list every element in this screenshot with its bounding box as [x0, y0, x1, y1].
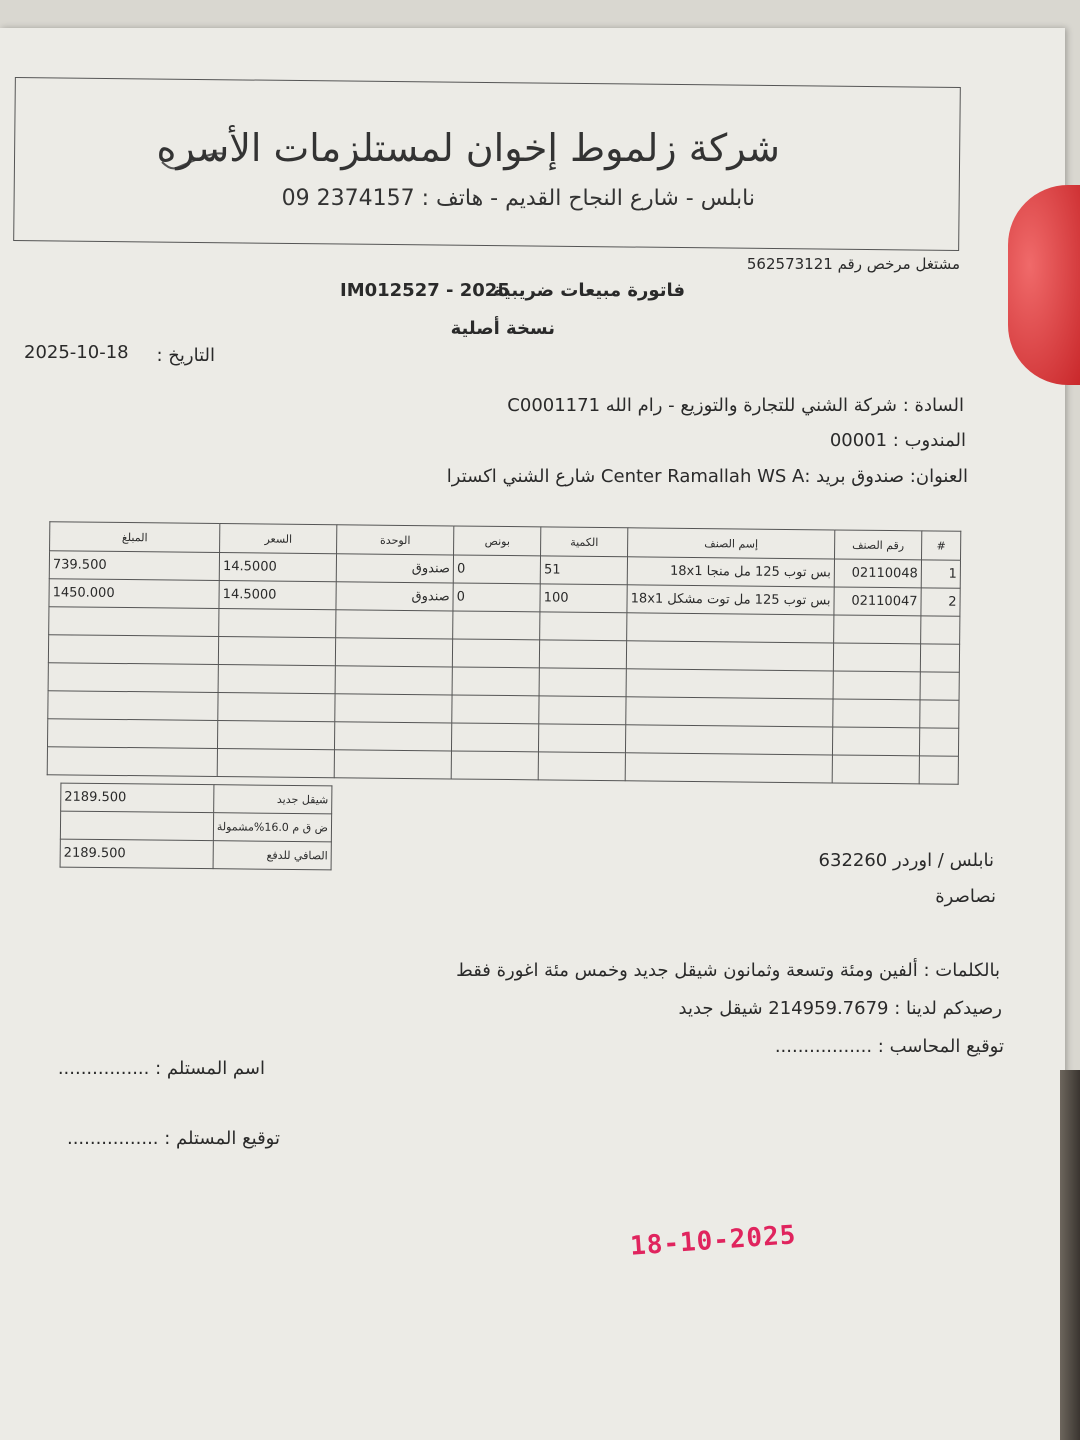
cell-price: 14.5000	[219, 553, 336, 582]
cell-amount: 739.500	[49, 551, 219, 581]
cell-bonus: 0	[453, 583, 540, 612]
license-number: مشتغل مرخص رقم 562573121	[746, 255, 960, 273]
cell-index: 2	[921, 588, 960, 616]
vat-value	[60, 811, 213, 841]
cell-item-code: 02110048	[834, 559, 921, 588]
amount-in-words: بالكلمات : ألفين ومئة وتسعة وثمانون شيقل جديد وخمس مئة اغورة فقط	[456, 960, 1000, 981]
cell-quantity: 100	[540, 584, 627, 613]
cell-item-name: بس توب 125 مل توت مشكل 18x1	[627, 585, 834, 615]
vat-label: ض ق م 16.0%مشمولة	[213, 813, 331, 842]
invoice-date: 2025-10-18	[24, 342, 129, 363]
cell-bonus: 0	[453, 555, 540, 584]
col-item-code: رقم الصنف	[835, 530, 922, 560]
cell-quantity: 51	[540, 556, 627, 585]
table-edge	[1060, 1070, 1080, 1440]
totals-row	[60, 811, 331, 842]
customer-name: السادة : شركة الشني للتجارة والتوزيع - رام الله C0001171	[507, 395, 964, 416]
cell-unit: صندوق	[336, 582, 453, 611]
cell-index: 1	[921, 560, 960, 588]
balance-line: رصيدكم لدينا : 214959.7679 شيقل جديد	[678, 998, 1002, 1019]
customer-address: العنوان: صندوق بريد :Center Ramallah WS A شارع الشني اكسترا	[446, 466, 968, 487]
col-price: السعر	[220, 524, 337, 554]
order-line: نابلس / اوردر 632260	[818, 850, 994, 871]
totals-row	[61, 783, 332, 814]
items-table	[47, 521, 962, 785]
invoice-title: فاتورة مبيعات ضريبية	[493, 280, 685, 301]
col-item-name: إسم الصنف	[628, 528, 835, 559]
copy-type: نسخة أصلية	[450, 318, 555, 339]
order-area: نصاصرة	[935, 886, 996, 907]
company-address: نابلس - شارع النجاح القديم - هاتف : 2374157 09	[281, 186, 755, 211]
col-quantity: الكمية	[541, 527, 628, 557]
col-bonus: بونص	[454, 526, 541, 556]
cell-item-code: 02110047	[834, 587, 921, 616]
invoice-number: IM012527 - 2025	[340, 280, 510, 301]
totals-row	[60, 839, 331, 870]
col-unit: الوحدة	[337, 525, 454, 555]
company-name: شركة زلموط إخوان لمستلزمات الأسره	[156, 126, 780, 170]
cell-price: 14.5000	[219, 581, 336, 610]
cell-amount: 1450.000	[49, 579, 219, 609]
col-amount: المبلغ	[50, 522, 220, 553]
receiver-name: اسم المستلم : ................	[57, 1058, 265, 1079]
total-label: شيقل جديد	[214, 785, 332, 814]
receiver-signature: توقيع المستلم : ................	[66, 1128, 280, 1149]
col-index: #	[921, 531, 960, 560]
cell-item-name: بس توب 125 مل منجا 18x1	[627, 557, 834, 587]
red-object	[1008, 185, 1080, 385]
total-value: 2189.500	[61, 783, 214, 813]
cell-unit: صندوق	[336, 554, 453, 583]
totals-table	[60, 783, 333, 871]
date-label: التاريخ :	[156, 345, 215, 366]
date-stamp: 18-10-2025	[629, 1220, 798, 1262]
net-label: الصافي للدفع	[213, 841, 331, 870]
net-value: 2189.500	[60, 839, 213, 869]
accountant-signature: توقيع المحاسب : .................	[774, 1036, 1004, 1057]
sales-rep: المندوب : 00001	[829, 430, 966, 451]
